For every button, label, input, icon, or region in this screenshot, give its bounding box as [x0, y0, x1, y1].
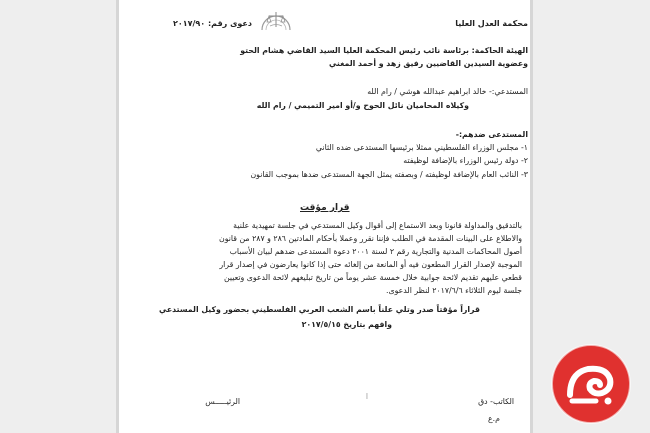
clerk-signature: الكاتب- دق	[478, 397, 514, 406]
respondent-3: ٣- النائب العام بالإضافة لوظيفته / وبصفته يمثل الجهة المستدعى ضدها بموجب القانون	[250, 170, 528, 179]
case-number: دعوى رقم: ٢٠١٧/٩٠	[172, 19, 252, 28]
panel-line-1: الهيئة الحاكمة: برئاسة نائب رئيس المحكمة العليا السيد القاضي هشام الحتو	[240, 46, 528, 55]
initials: م.ع	[488, 414, 500, 423]
respondents-label: المستدعى ضدهم:-	[455, 130, 528, 139]
decision-body-line: الموجبة لإصدار القرار المطعون فيه أو المانعة من إلغائه حتى إذا كانوا يعارضون في إصدار قرار	[219, 260, 522, 269]
panel-line-2: وعضوية السيدين القاضيين رفيق زهد و أحمد المغني	[329, 59, 528, 68]
signature-mark: ا	[365, 392, 368, 401]
court-emblem-icon	[258, 0, 294, 30]
watermark-logo-icon	[550, 343, 632, 425]
decision-body-line: جلسة ليوم الثلاثاء ٢٠١٧/٦/٦ لنظر الدعوى.	[386, 286, 522, 295]
decision-closing-line: قراراً مؤقتاً صدر وتلي علناً باسم الشعب العربي الفلسطيني بحضور وكيل المستدعي	[158, 305, 480, 314]
decision-body-line: أصول المحاكمات المدنية والتجارية رقم ٢ لسنة ٢٠٠١ دعوة المستدعى ضدهم لبيان الأسباب	[229, 247, 522, 256]
page-edge-right	[530, 0, 533, 433]
court-name: محكمة العدل العليا	[455, 19, 528, 28]
plaintiff-counsel: وكيلاه المحاميان نائل الحوح و/أو امير التميمي / رام الله	[256, 101, 469, 110]
decision-body-line: والاطلاع على البينات المقدمة في الطلب فإننا نقرر وعملا بأحكام المادتين ٢٨٦ و ٢٨٧ من قانون	[218, 234, 522, 243]
decision-body-line: قطعي عليهم تقديم لائحة جوابية خلال خمسة عشر يوماً من تاريخ تبليغهم لائحة الدعوى وتعيين	[223, 273, 522, 282]
decision-date: وافهم بتاريخ ٢٠١٧/٥/١٥	[301, 320, 392, 329]
respondent-2: ٢- دولة رئيس الوزراء بالإضافة لوظيفته	[403, 156, 528, 165]
president-signature: الرئيـــــس	[205, 397, 240, 406]
decision-title: قرار مؤقت	[300, 203, 350, 213]
plaintiff: المستدعي:- خالد ابراهيم عبدالله هوشي / رام الله	[367, 87, 528, 96]
decision-body-line: بالتدقيق والمداولة قانونا وبعد الاستماع إلى أقوال وكيل المستدعي في جلسة تمهيدية علنية	[233, 221, 522, 230]
respondent-1: ١- مجلس الوزراء الفلسطيني ممثلا برئيسها المستدعى ضده الثاني	[315, 143, 528, 152]
